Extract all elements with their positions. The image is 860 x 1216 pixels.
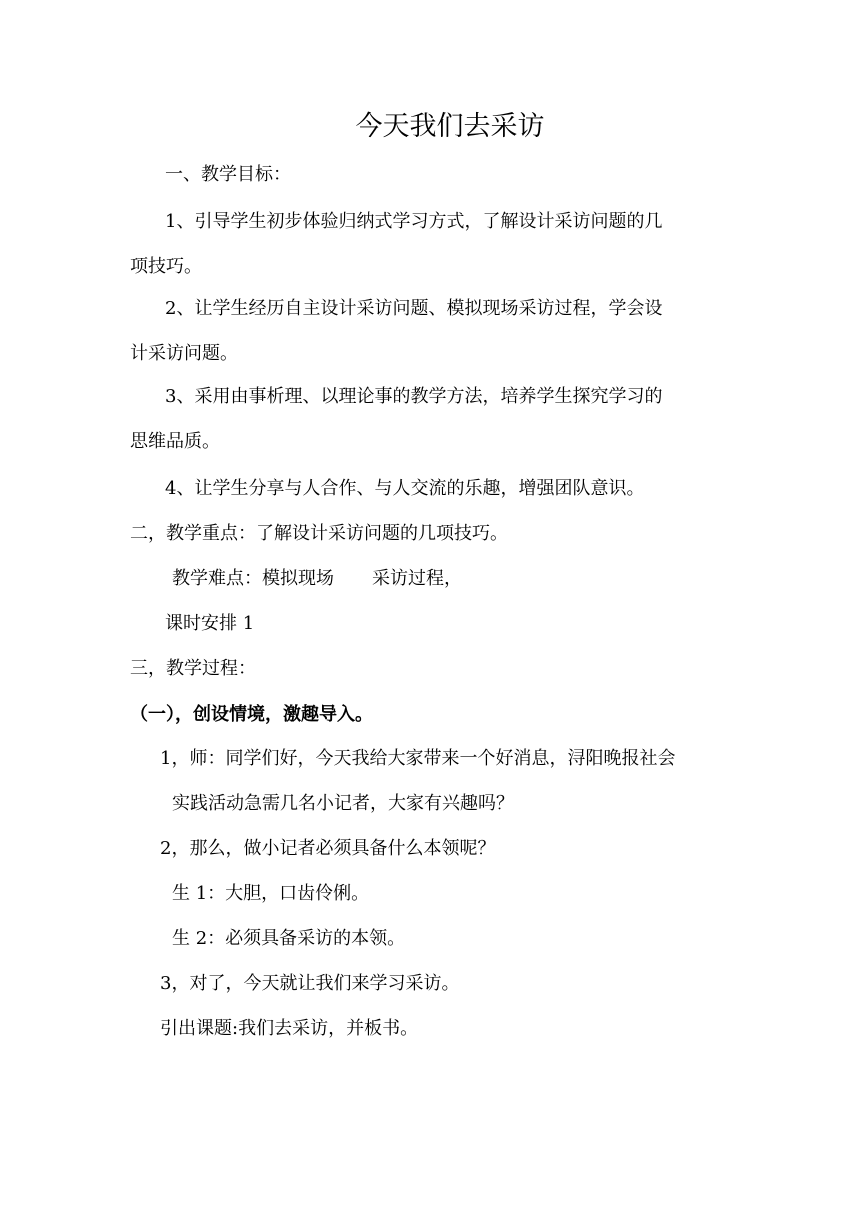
objective-3-line-1: 3、采用由事析理、以理论事的教学方法，培养学生探究学习的 bbox=[165, 386, 663, 407]
objective-1-line-2: 项技巧。 bbox=[130, 256, 202, 277]
difficulty-label: 教学难点：模拟现场 bbox=[172, 568, 334, 589]
section-1-heading: （一），创设情境，激趣导入。 bbox=[130, 704, 373, 725]
lesson-intro: 引出课题:我们去采访，并板书。 bbox=[160, 1018, 419, 1039]
student-1-answer: 生 1：大胆，口齿伶俐。 bbox=[172, 883, 370, 904]
schedule: 课时安排 1 bbox=[165, 613, 255, 634]
objectives-heading: 一、教学目标： bbox=[165, 164, 291, 185]
document-title: 今天我们去采访 bbox=[355, 111, 545, 142]
difficulty-tail: 采访过程， bbox=[372, 568, 462, 589]
student-2-answer: 生 2：必须具备采访的本领。 bbox=[172, 928, 406, 949]
objective-2-line-1: 2、让学生经历自主设计采访问题、模拟现场采访过程，学会设 bbox=[165, 298, 663, 319]
step-1-line-1: 1，师：同学们好，今天我给大家带来一个好消息，浔阳晚报社会 bbox=[160, 748, 676, 769]
difficulty bbox=[172, 567, 462, 591]
objective-3-line-2: 思维品质。 bbox=[130, 431, 220, 452]
step-3: 3，对了，今天就让我们来学习采访。 bbox=[160, 973, 460, 994]
process-heading: 三，教学过程： bbox=[130, 658, 256, 679]
step-2: 2，那么，做小记者必须具备什么本领呢？ bbox=[160, 838, 496, 859]
key-point: 二，教学重点：了解设计采访问题的几项技巧。 bbox=[130, 523, 508, 544]
objective-4-line-1: 4、让学生分享与人合作、与人交流的乐趣，增强团队意识。 bbox=[165, 478, 645, 499]
step-1-line-2: 实践活动急需几名小记者，大家有兴趣吗？ bbox=[172, 793, 514, 814]
objective-2-line-2: 计采访问题。 bbox=[130, 343, 238, 364]
objective-1-line-1: 1、引导学生初步体验归纳式学习方式，了解设计采访问题的几 bbox=[165, 211, 663, 232]
